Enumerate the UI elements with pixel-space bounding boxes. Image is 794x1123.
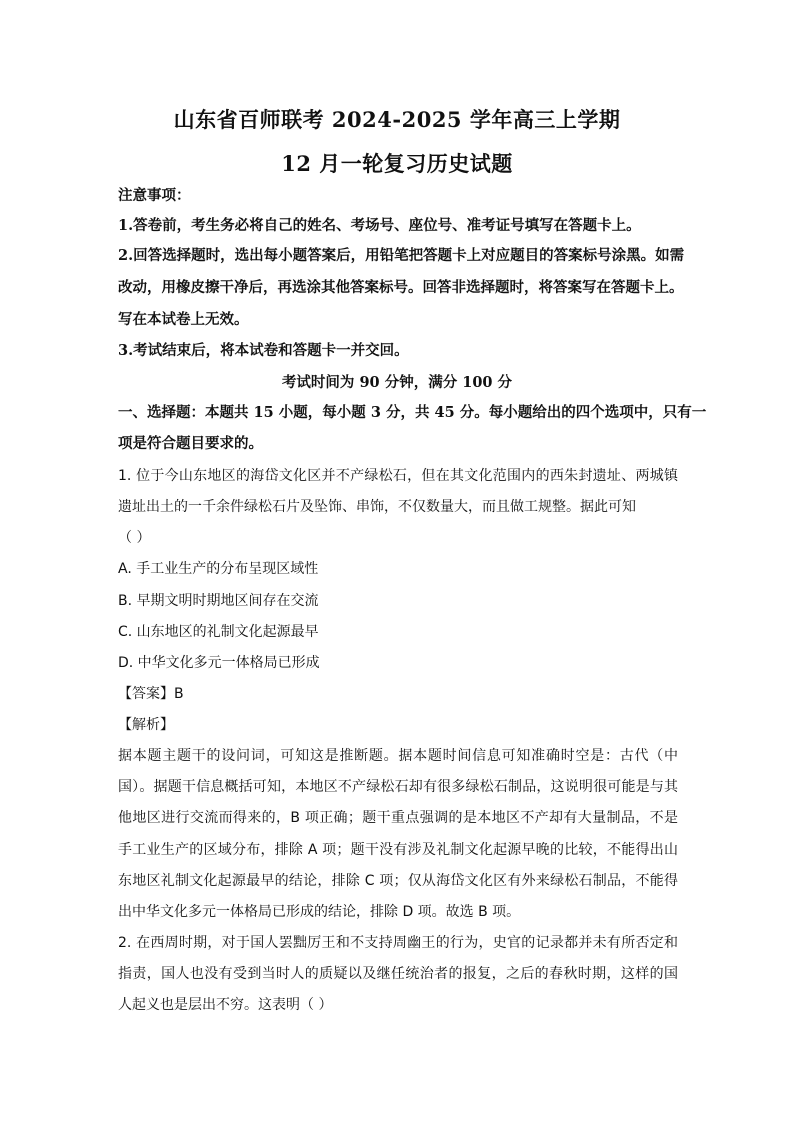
q1-analysis-label: 【解析】 — [118, 717, 174, 733]
exam-info: 考试时间为 90 分钟，满分 100 分 — [281, 374, 513, 391]
notice-item-2-line2: 改动，用橡皮擦干净后，再选涂其他答案标号。回答非选择题时，将答案写在答题卡上。 — [118, 279, 684, 296]
q1-answer-blank: （ ） — [118, 530, 151, 546]
q1-analysis-line4: 手工业生产的区域分布，排除 A 项；题干没有涉及礼制文化起源早晚的比较，不能得出山 — [118, 842, 678, 858]
q1-option-b: B. 早期文明时期地区间存在交流 — [118, 593, 319, 609]
q1-option-d: D. 中华文化多元一体格局已形成 — [118, 655, 320, 671]
q1-analysis-line5: 东地区礼制文化起源最早的结论，排除 C 项；仅从海岱文化区有外来绿松石制品，不能得 — [118, 873, 678, 889]
q1-option-a: A. 手工业生产的分布呈现区域性 — [118, 561, 319, 577]
document-title-line2: 12 月一轮复习历史试题 — [281, 151, 513, 176]
q1-option-c: C. 山东地区的礼制文化起源最早 — [118, 624, 319, 640]
q1-stem-line1: 1. 位于今山东地区的海岱文化区并不产绿松石，但在其文化范围内的西朱封遗址、两城镇 — [118, 468, 678, 484]
q1-answer: 【答案】B — [118, 686, 184, 702]
q1-analysis-line1: 据本题主题干的设问词，可知这是推断题。据本题时间信息可知准确时空是：古代（中 — [118, 748, 678, 764]
notice-item-2-line1: 2.回答选择题时，选出每小题答案后，用铅笔把答题卡上对应题目的答案标号涂黑。如需 — [118, 247, 685, 264]
notice-item-3: 3.考试结束后，将本试卷和答题卡一并交回。 — [118, 342, 409, 359]
q2-stem-line1: 2. 在西周时期，对于国人罢黜厉王和不支持周幽王的行为，史官的记录都并未有所否定和 — [118, 935, 678, 951]
section1-heading-line1: 一、选择题：本题共 15 小题，每小题 3 分，共 45 分。每小题给出的四个选项中，只有一 — [118, 404, 707, 421]
q2-stem-line3: 人起义也是层出不穷。这表明（ ） — [118, 997, 333, 1013]
q1-stem-line2: 遗址出土的一千余件绿松石片及坠饰、串饰，不仅数量大，而且做工规整。据此可知 — [118, 499, 636, 515]
notice-item-1: 1.答卷前，考生务必将自己的姓名、考场号、座位号、准考证号填写在答题卡上。 — [118, 217, 641, 234]
q1-analysis-line6: 出中华文化多元一体格局已形成的结论，排除 D 项。故选 B 项。 — [118, 904, 521, 920]
section1-heading-line2: 项是符合题目要求的。 — [118, 435, 263, 452]
document-title-line1: 山东省百师联考 2024-2025 学年高三上学期 — [173, 107, 621, 132]
q2-stem-line2: 指责，国人也没有受到当时人的质疑以及继任统治者的报复，之后的春秋时期，这样的国 — [118, 966, 678, 982]
q1-analysis-line2: 国）。据题干信息概括可知，本地区不产绿松石却有很多绿松石制品，这说明很可能是与其 — [118, 779, 678, 795]
notice-heading: 注意事项： — [118, 187, 191, 204]
q1-analysis-line3: 他地区进行交流而得来的，B 项正确；题干重点强调的是本地区不产却有大量制品，不是 — [118, 810, 678, 826]
notice-item-2-line3: 写在本试卷上无效。 — [118, 311, 249, 328]
